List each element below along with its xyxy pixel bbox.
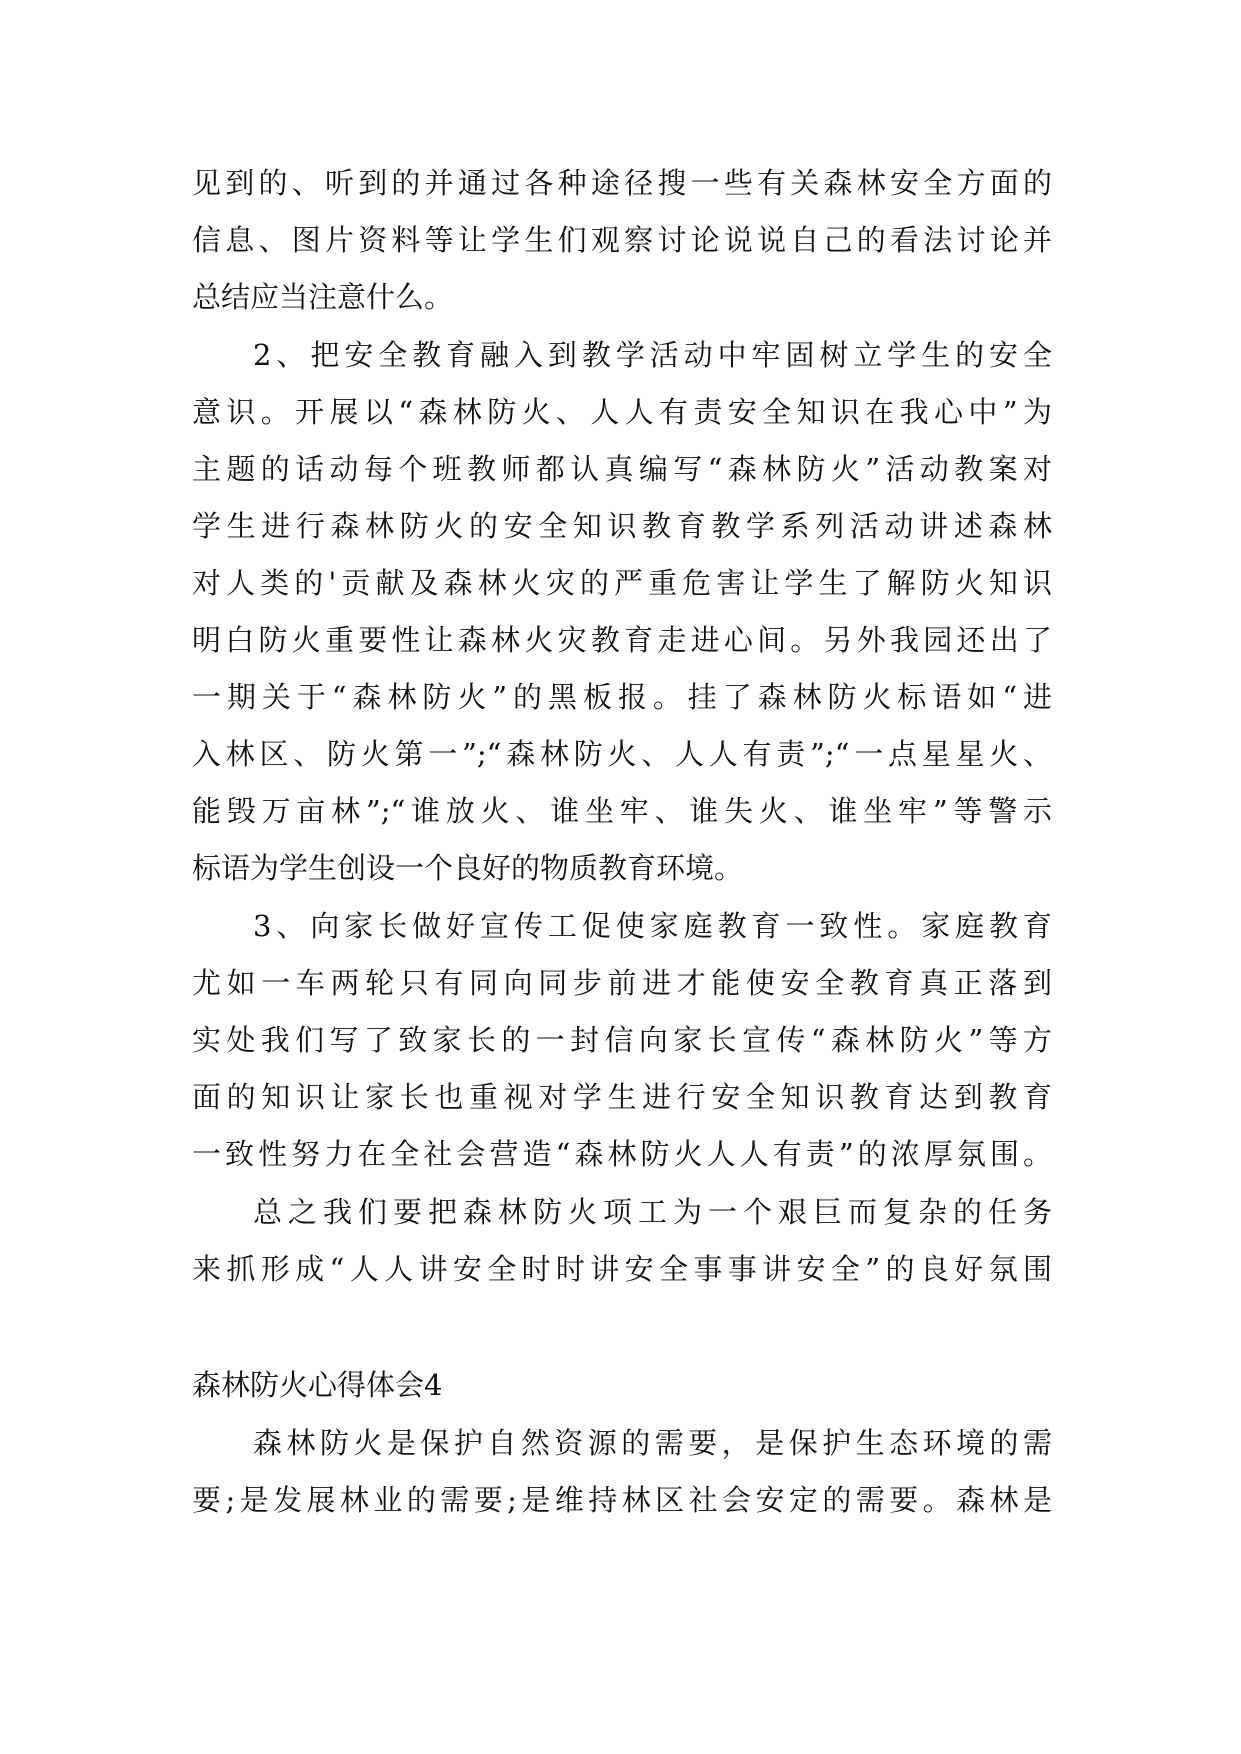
text-line: 学生进行森林防火的安全知识教育教学系列活动讲述森林 xyxy=(192,509,1052,543)
text-line: 要;是发展林业的需要;是维持林区社会安定的需要。森林是 xyxy=(192,1483,1052,1517)
text-line: 面的知识让家长也重视对学生进行安全知识教育达到教育 xyxy=(192,1080,1052,1114)
text-line: 来抓形成“人人讲安全时时讲安全事事讲安全”的良好氛围 xyxy=(192,1252,1052,1286)
text-line: 尤如一车两轮只有同向同步前进才能使安全教育真正落到 xyxy=(192,966,1052,1000)
text-line: 见到的、听到的并通过各种途径搜一些有关森林安全方面的 xyxy=(192,166,1052,200)
text-line: 实处我们写了致家长的一封信向家长宣传“森林防火”等方 xyxy=(192,1023,1052,1057)
paragraph-4-first-line: 总之我们要把森林防火项工为一个艰巨而复杂的任务 xyxy=(253,1195,1052,1229)
paragraph-5-first-line: 森林防火是保护自然资源的需要，是保护生态环境的需 xyxy=(253,1426,1052,1460)
text-line: 信息、图片资料等让学生们观察讨论说说自己的看法讨论并 xyxy=(192,223,1052,257)
text-line: 明白防火重要性让森林火灾教育走进心间。另外我园还出了 xyxy=(192,623,1052,657)
paragraph-3-first-line: 3、向家长做好宣传工促使家庭教育一致性。家庭教育 xyxy=(253,909,1052,943)
text-line: 一致性努力在全社会营造“森林防火人人有责”的浓厚氛围。 xyxy=(192,1137,1052,1171)
paragraph-2-first-line: 2、把安全教育融入到教学活动中牢固树立学生的安全 xyxy=(253,338,1052,372)
section-heading: 森林防火心得体会4 xyxy=(192,1368,443,1402)
text-line: 能毁万亩林”;“谁放火、谁坐牢、谁失火、谁坐牢”等警示 xyxy=(192,794,1052,828)
text-line: 入林区、防火第一”;“森林防火、人人有责”;“一点星星火、 xyxy=(192,737,1052,771)
text-line: 对人类的'贡献及森林火灾的严重危害让学生了解防火知识 xyxy=(192,566,1052,600)
text-line: 总结应当注意什么。 xyxy=(192,280,454,314)
text-line: 一期关于“森林防火”的黑板报。挂了森林防火标语如“进 xyxy=(192,680,1052,714)
text-line: 主题的话动每个班教师都认真编写“森林防火”活动教案对 xyxy=(192,452,1052,486)
text-line: 意识。开展以“森林防火、人人有责安全知识在我心中”为 xyxy=(192,395,1052,429)
text-line: 标语为学生创设一个良好的物质教育环境。 xyxy=(192,851,744,885)
